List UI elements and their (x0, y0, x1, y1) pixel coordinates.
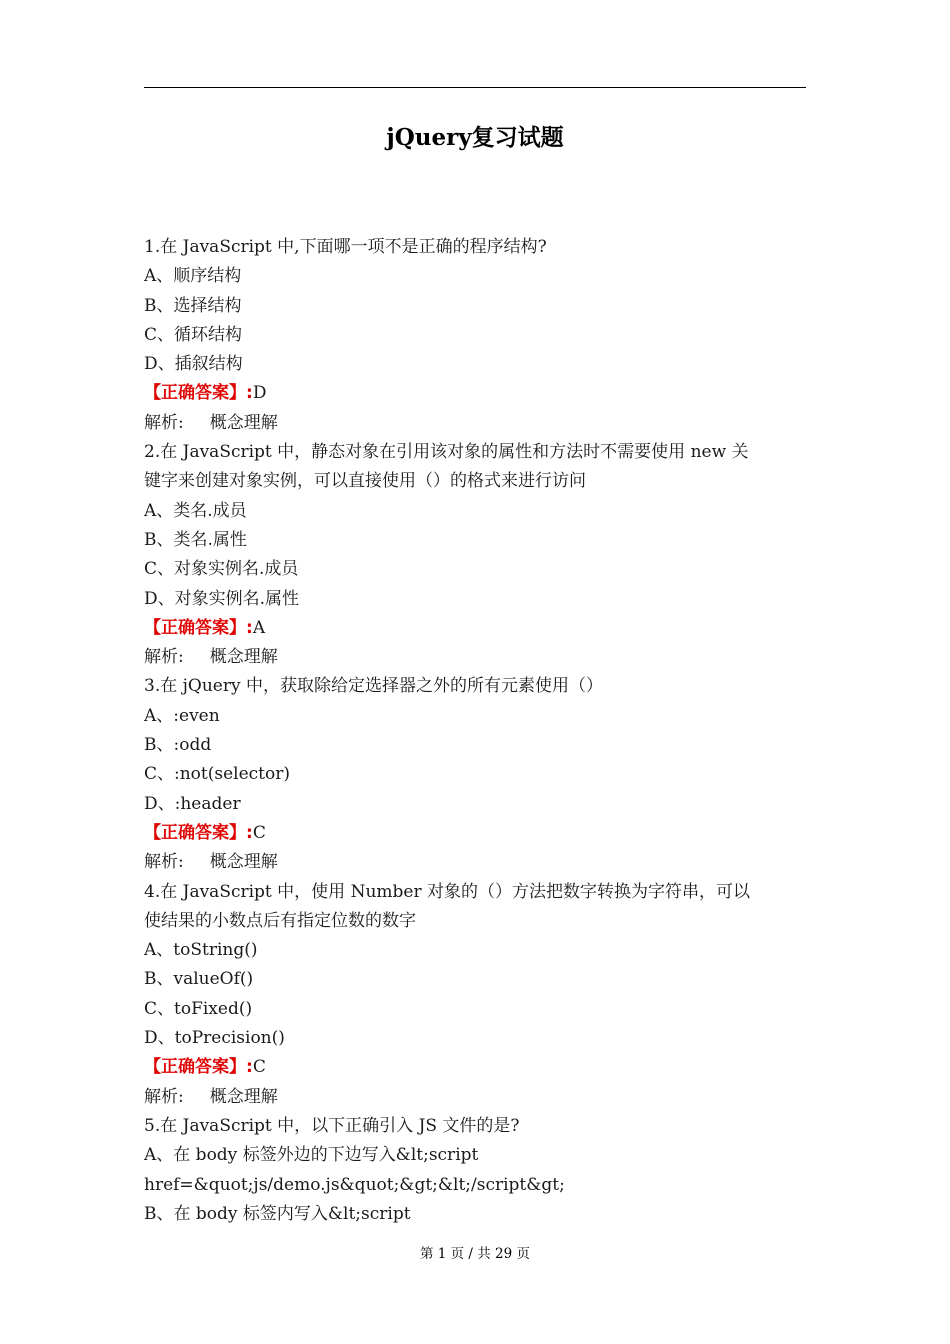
option-c: C、toFixed() (144, 998, 253, 1019)
analysis-value: 概念理解 (209, 412, 278, 433)
answer-label: 【正确答案】: (144, 822, 253, 843)
answer-label: 【正确答案】: (144, 617, 253, 638)
question-stem-line-1: 2.在 JavaScript 中，静态对象在引用该对象的属性和方法时不需要使用 new 关 (144, 442, 749, 463)
analysis-value: 概念理解 (209, 1086, 278, 1107)
analysis-line (144, 848, 806, 877)
answer-value: C (252, 822, 266, 843)
question-block (144, 438, 806, 672)
question-stem-line-1: 4.在 JavaScript 中，使用 Number 对象的（）方法把数字转换为字符串，可以 (144, 881, 750, 902)
option-d: D、toPrecision() (144, 1028, 285, 1049)
analysis-value: 概念理解 (209, 852, 278, 873)
option-b: B、选择结构 (144, 295, 242, 316)
analysis-label: 解析: (144, 852, 184, 873)
option-b: B、:odd (144, 735, 212, 756)
answer-line (144, 379, 806, 408)
question-stem: 3.在 jQuery 中，获取除给定选择器之外的所有元素使用（） (144, 676, 603, 697)
question-stem-line-2: 键字来创建对象实例，可以直接使用（）的格式来进行访问 (144, 471, 586, 492)
question-block (144, 672, 806, 877)
option-a: A、类名.成员 (144, 500, 247, 521)
option-c: C、循环结构 (144, 324, 243, 345)
document-title: jQuery复习试题 (386, 124, 564, 151)
analysis-label: 解析: (144, 647, 184, 668)
answer-line (144, 819, 806, 848)
question-stem: 1.在 JavaScript 中,下面哪一项不是正确的程序结构? (144, 237, 547, 257)
question-block (144, 233, 806, 438)
analysis-value: 概念理解 (209, 647, 278, 668)
analysis-line (144, 643, 806, 672)
option-a: A、toString() (144, 940, 258, 961)
answer-label: 【正确答案】: (144, 383, 253, 404)
answer-line (144, 1053, 806, 1082)
option-b: B、类名.属性 (144, 529, 247, 550)
analysis-label: 解析: (144, 412, 184, 433)
answer-line (144, 614, 806, 643)
option-d: D、:header (144, 793, 241, 814)
analysis-line (144, 409, 806, 438)
option-a: A、顺序结构 (144, 266, 242, 287)
answer-value: D (252, 383, 267, 404)
option-d: D、插叙结构 (144, 354, 243, 375)
option-a-continued: href=&quot;js/demo.js&quot;&gt;&lt;/script&gt; (144, 1174, 565, 1195)
option-c: C、:not(selector) (144, 764, 291, 785)
option-a: A、在 body 标签外边的下边写入&lt;script (144, 1145, 479, 1166)
question-stem-line-2: 使结果的小数点后有指定位数的数字 (144, 910, 416, 931)
question-stem: 5.在 JavaScript 中，以下正确引入 JS 文件的是? (144, 1115, 520, 1136)
header-rule (144, 87, 806, 88)
analysis-label: 解析: (144, 1086, 184, 1107)
question-block (144, 878, 806, 1112)
answer-value: A (252, 617, 266, 638)
question-list (144, 233, 806, 1229)
option-c: C、对象实例名.成员 (144, 559, 299, 580)
page-number: 第 1 页 / 共 29 页 (419, 1246, 531, 1262)
option-b: B、在 body 标签内写入&lt;script (144, 1203, 411, 1224)
answer-value: C (252, 1057, 266, 1078)
answer-label: 【正确答案】: (144, 1057, 253, 1078)
option-b: B、valueOf() (144, 969, 254, 990)
option-a: A、:even (144, 705, 220, 726)
question-block (144, 1112, 806, 1229)
option-d: D、对象实例名.属性 (144, 588, 300, 609)
analysis-line (144, 1083, 806, 1112)
